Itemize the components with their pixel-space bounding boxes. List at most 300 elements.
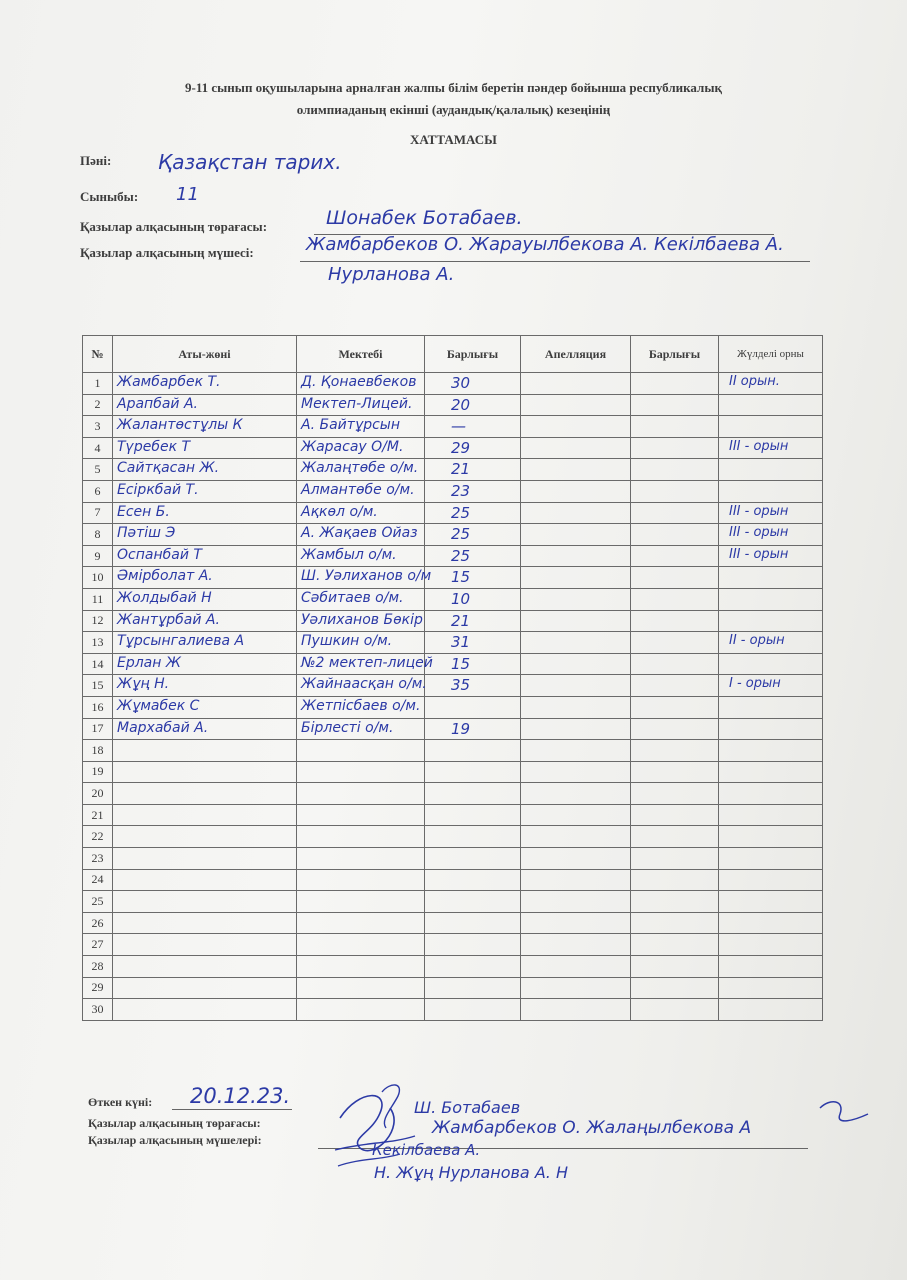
total-after-appeal-cell (631, 848, 719, 870)
total-score-cell (425, 524, 521, 546)
student-name-cell-text: Тұрсынгалиева А (117, 633, 245, 650)
appeal-cell (521, 394, 631, 416)
student-name-cell (113, 480, 297, 502)
total-score-cell (425, 826, 521, 848)
appeal-cell (521, 848, 631, 870)
prize-place-cell (719, 653, 823, 675)
total-score-cell (425, 675, 521, 697)
footer-chair-signature: Ш. Ботабаев (414, 1098, 521, 1117)
student-name-cell (113, 826, 297, 848)
student-name-cell (113, 848, 297, 870)
table-row (83, 502, 823, 524)
student-name-cell-text: Мархабай А. (117, 719, 209, 736)
total-score-cell (425, 783, 521, 805)
prize-place-cell-text: III - орын (729, 546, 789, 562)
total-score-cell (425, 761, 521, 783)
student-name-cell (113, 567, 297, 589)
school-cell (297, 480, 425, 502)
prize-place-cell (719, 524, 823, 546)
appeal-cell (521, 999, 631, 1021)
school-cell (297, 696, 425, 718)
school-cell-text: №2 мектеп-лицей (301, 654, 433, 671)
prize-place-cell (719, 977, 823, 999)
grade-label: Сыныбы: (80, 189, 139, 204)
appeal-cell (521, 783, 631, 805)
student-name-cell-text: Жамбарбек Т. (117, 374, 221, 390)
school-cell (297, 761, 425, 783)
student-name-cell (113, 524, 297, 546)
appeal-cell (521, 610, 631, 632)
row-number-cell: 7 (83, 502, 113, 524)
appeal-cell (521, 718, 631, 740)
appeal-cell (521, 804, 631, 826)
school-cell (297, 394, 425, 416)
total-after-appeal-cell (631, 912, 719, 934)
total-score-cell (425, 480, 521, 502)
appeal-cell (521, 524, 631, 546)
prize-place-cell (719, 373, 823, 395)
row-number-cell: 17 (83, 718, 113, 740)
date-label: Өткен күні: (88, 1095, 153, 1109)
total-score-cell-text: 30 (451, 374, 471, 392)
table-row (83, 783, 823, 805)
student-name-cell (113, 545, 297, 567)
school-cell (297, 869, 425, 891)
total-after-appeal-cell (631, 740, 719, 762)
col-header-appeal: Апелляция (521, 336, 631, 373)
school-cell-text: Уәлиханов Бөкір (301, 611, 423, 628)
row-number-cell: 14 (83, 653, 113, 675)
school-cell (297, 783, 425, 805)
prize-place-cell-text: I - орын (729, 676, 781, 692)
total-after-appeal-cell (631, 934, 719, 956)
member-underline (300, 261, 810, 262)
prize-place-cell-text: III - орын (729, 525, 789, 541)
table-row (83, 653, 823, 675)
prize-place-cell (719, 437, 823, 459)
prize-place-cell (719, 869, 823, 891)
total-score-cell (425, 696, 521, 718)
school-cell (297, 956, 425, 978)
school-cell-text: Пушкин о/м. (301, 633, 393, 650)
prize-place-cell-text: II орын. (729, 374, 780, 389)
total-score-cell (425, 653, 521, 675)
appeal-cell (521, 956, 631, 978)
student-name-cell (113, 912, 297, 934)
row-number-cell: 18 (83, 740, 113, 762)
table-row (83, 977, 823, 999)
total-after-appeal-cell (631, 804, 719, 826)
table-row (83, 804, 823, 826)
footer-members-signature-2: Кекілбаева А. (372, 1141, 481, 1159)
col-header-school: Мектебі (297, 336, 425, 373)
table-header-row (83, 336, 823, 373)
prize-place-cell (719, 416, 823, 438)
appeal-cell (521, 891, 631, 913)
total-after-appeal-cell (631, 545, 719, 567)
student-name-cell (113, 783, 297, 805)
table-row (83, 696, 823, 718)
col-header-name: Аты-жөні (113, 336, 297, 373)
total-after-appeal-cell (631, 783, 719, 805)
student-name-cell (113, 934, 297, 956)
table-row (83, 394, 823, 416)
prize-place-cell (719, 761, 823, 783)
table-row (83, 848, 823, 870)
student-name-cell (113, 416, 297, 438)
school-cell (297, 826, 425, 848)
total-score-cell (425, 891, 521, 913)
school-cell (297, 912, 425, 934)
row-number-cell: 29 (83, 977, 113, 999)
appeal-cell (521, 675, 631, 697)
total-score-cell-text: 31 (451, 633, 471, 652)
subject-value: Қазақстан тарих. (158, 150, 342, 174)
header-line-1: 9-11 сынып оқушыларына арналған жалпы білім беретін пәндер бойынша республикалық (185, 80, 722, 95)
student-name-cell (113, 632, 297, 654)
prize-place-cell-text: II - орын (729, 633, 785, 649)
total-after-appeal-cell (631, 524, 719, 546)
student-name-cell-text: Есен Б. (117, 503, 170, 520)
col-header-prize-place: Жүлделі орны (719, 336, 823, 373)
prize-place-cell (719, 588, 823, 610)
student-name-cell (113, 675, 297, 697)
school-cell (297, 416, 425, 438)
school-cell (297, 653, 433, 675)
signature-scribbles (320, 1078, 880, 1198)
school-cell (297, 524, 425, 546)
appeal-cell (521, 869, 631, 891)
school-cell (297, 610, 425, 632)
student-name-cell-text: Жантұрбай А. (117, 611, 220, 628)
student-name-cell (113, 891, 297, 913)
school-cell (297, 848, 425, 870)
total-score-cell-text: — (451, 417, 466, 436)
appeal-cell (521, 977, 631, 999)
school-cell (297, 891, 425, 913)
appeal-cell (521, 437, 631, 459)
date-value: 20.12.23. (190, 1084, 291, 1108)
school-cell (297, 718, 425, 740)
total-score-cell (425, 416, 521, 438)
total-score-cell (425, 567, 521, 589)
total-after-appeal-cell (631, 826, 719, 848)
table-row (83, 480, 823, 502)
chair-value: Шонабек Ботабаев. (326, 207, 523, 229)
school-cell-text: Жалаңтөбе о/м. (301, 460, 419, 477)
total-after-appeal-cell (631, 977, 719, 999)
total-score-cell (425, 977, 521, 999)
student-name-cell (113, 653, 297, 675)
row-number-cell: 13 (83, 632, 113, 654)
school-cell (297, 740, 425, 762)
student-name-cell-text: Есіркбай Т. (117, 481, 199, 498)
total-after-appeal-cell (631, 394, 719, 416)
prize-place-cell (719, 891, 823, 913)
total-score-cell (425, 373, 521, 395)
table-row (83, 826, 823, 848)
student-name-cell-text: Сайтқасан Ж. (117, 460, 220, 477)
row-number-cell: 10 (83, 567, 113, 589)
table-row (83, 610, 823, 632)
total-score-cell-text: 21 (451, 611, 471, 630)
prize-place-cell (719, 502, 823, 524)
member-value-line1: Жамбарбеков О. Жарауылбекова А. Кекілбаева А. (306, 234, 784, 255)
appeal-cell (521, 826, 631, 848)
total-score-cell (425, 999, 521, 1021)
student-name-cell (113, 373, 297, 395)
school-cell (297, 977, 425, 999)
total-after-appeal-cell (631, 891, 719, 913)
school-cell (297, 804, 425, 826)
school-cell-text: Мектеп-Лицей. (301, 395, 413, 412)
total-after-appeal-cell (631, 416, 719, 438)
total-score-cell-text: 25 (451, 525, 471, 544)
student-name-cell (113, 869, 297, 891)
student-name-cell-text: Жолдыбай Н (117, 589, 212, 606)
prize-place-cell (719, 956, 823, 978)
school-cell (297, 545, 425, 567)
subject-label: Пәні: (80, 153, 112, 168)
total-score-cell (425, 934, 521, 956)
prize-place-cell (719, 480, 823, 502)
student-name-cell (113, 588, 297, 610)
student-name-cell-text: Жалантөстұлы К (117, 417, 243, 434)
table-row (83, 632, 823, 654)
prize-place-cell (719, 459, 823, 481)
table-row (83, 999, 823, 1021)
total-score-cell-text: 19 (451, 719, 471, 738)
row-number-cell: 15 (83, 675, 113, 697)
row-number-cell: 19 (83, 761, 113, 783)
total-after-appeal-cell (631, 567, 719, 589)
footer-members-signature-3: Н. Жұң Нурланова А. Н (374, 1163, 568, 1182)
appeal-cell (521, 912, 631, 934)
table-row (83, 524, 823, 546)
prize-place-cell (719, 610, 823, 632)
header-line-2: олимпиаданың екінші (аудандық/қалалық) кезеңінің (296, 102, 611, 117)
total-score-cell-text: 20 (451, 395, 471, 414)
student-name-cell (113, 459, 297, 481)
appeal-cell (521, 632, 631, 654)
school-cell-text: Жайнаасқан о/м. (301, 676, 427, 693)
total-score-cell (425, 869, 521, 891)
school-cell (297, 437, 425, 459)
grade-value: 11 (176, 184, 199, 205)
total-after-appeal-cell (631, 459, 719, 481)
row-number-cell: 12 (83, 610, 113, 632)
prize-place-cell (719, 912, 823, 934)
table-row (83, 761, 823, 783)
prize-place-cell (719, 848, 823, 870)
table-row (83, 437, 823, 459)
student-name-cell (113, 740, 297, 762)
total-score-cell (425, 956, 521, 978)
total-after-appeal-cell (631, 480, 719, 502)
footer-members-label: Қазылар алқасының мүшелері: (88, 1133, 262, 1147)
appeal-cell (521, 502, 631, 524)
appeal-cell (521, 416, 631, 438)
total-after-appeal-cell (631, 437, 719, 459)
prize-place-cell (719, 718, 823, 740)
prize-place-cell (719, 567, 823, 589)
school-cell (297, 675, 425, 697)
school-cell (297, 459, 425, 481)
total-score-cell (425, 437, 521, 459)
total-score-cell (425, 394, 521, 416)
row-number-cell: 26 (83, 912, 113, 934)
school-cell (297, 632, 425, 654)
prize-place-cell (719, 999, 823, 1021)
prize-place-cell (719, 804, 823, 826)
prize-place-cell-text: III - орын (729, 503, 789, 519)
prize-place-cell (719, 394, 823, 416)
appeal-cell (521, 761, 631, 783)
total-score-cell (425, 848, 521, 870)
total-score-cell-text: 15 (451, 654, 471, 673)
student-name-cell (113, 977, 297, 999)
appeal-cell (521, 588, 631, 610)
row-number-cell: 11 (83, 588, 113, 610)
student-name-cell-text: Әмірболат А. (117, 568, 213, 585)
total-score-cell-text: 35 (451, 676, 471, 695)
school-cell (297, 567, 432, 589)
table-row (83, 545, 823, 567)
total-score-cell-text: 21 (451, 460, 471, 479)
prize-place-cell-text: III - орын (729, 438, 789, 454)
table-row (83, 675, 823, 697)
prize-place-cell (719, 675, 823, 697)
total-after-appeal-cell (631, 999, 719, 1021)
table-row (83, 459, 823, 481)
school-cell-text: Д. Қонаевбеков (301, 374, 417, 390)
prize-place-cell (719, 826, 823, 848)
school-cell (297, 502, 425, 524)
total-score-cell (425, 804, 521, 826)
row-number-cell: 16 (83, 696, 113, 718)
total-after-appeal-cell (631, 632, 719, 654)
student-name-cell-text: Оспанбай Т (117, 546, 202, 563)
student-name-cell-text: Пәтіш Э (117, 525, 176, 542)
col-header-total: Барлығы (425, 336, 521, 373)
row-number-cell: 3 (83, 416, 113, 438)
school-cell (297, 588, 425, 610)
appeal-cell (521, 934, 631, 956)
school-cell-text: А. Байтұрсын (301, 417, 400, 434)
school-cell-text: Жарасау О/М. (301, 438, 404, 455)
school-cell-text: Жамбыл о/м. (301, 546, 397, 563)
student-name-cell (113, 956, 297, 978)
results-table (82, 335, 823, 1021)
row-number-cell: 8 (83, 524, 113, 546)
table-row (83, 934, 823, 956)
student-name-cell-text: Жұң Н. (117, 676, 170, 693)
school-cell-text: Ақкөл о/м. (301, 503, 378, 520)
prize-place-cell (719, 783, 823, 805)
total-score-cell (425, 740, 521, 762)
school-cell (297, 999, 425, 1021)
footer-members-signature-1: Жамбарбеков О. Жалаңылбекова А (432, 1118, 752, 1138)
total-after-appeal-cell (631, 675, 719, 697)
prize-place-cell (719, 545, 823, 567)
total-score-cell (425, 632, 521, 654)
table-row (83, 567, 823, 589)
table-row (83, 373, 823, 395)
total-after-appeal-cell (631, 956, 719, 978)
row-number-cell: 9 (83, 545, 113, 567)
table-row (83, 416, 823, 438)
row-number-cell: 30 (83, 999, 113, 1021)
row-number-cell: 1 (83, 373, 113, 395)
row-number-cell: 6 (83, 480, 113, 502)
table-row (83, 740, 823, 762)
col-header-total-after-appeal: Барлығы (631, 336, 719, 373)
row-number-cell: 23 (83, 848, 113, 870)
total-after-appeal-cell (631, 761, 719, 783)
student-name-cell (113, 437, 297, 459)
school-cell (297, 934, 425, 956)
total-score-cell-text: 29 (451, 438, 471, 457)
appeal-cell (521, 567, 631, 589)
student-name-cell (113, 502, 297, 524)
row-number-cell: 22 (83, 826, 113, 848)
student-name-cell (113, 761, 297, 783)
school-cell-text: Алмантөбе о/м. (301, 481, 415, 498)
table-row (83, 869, 823, 891)
appeal-cell (521, 740, 631, 762)
student-name-cell-text: Ерлан Ж (117, 654, 181, 671)
total-after-appeal-cell (631, 696, 719, 718)
table-row (83, 588, 823, 610)
school-cell-text: Бірлесті о/м. (301, 719, 394, 736)
total-after-appeal-cell (631, 588, 719, 610)
row-number-cell: 2 (83, 394, 113, 416)
school-cell (297, 373, 425, 395)
date-underline (172, 1109, 292, 1110)
student-name-cell (113, 696, 297, 718)
document-title: ХАТТАМАСЫ (410, 132, 497, 147)
student-name-cell (113, 610, 297, 632)
total-score-cell (425, 459, 521, 481)
total-after-appeal-cell (631, 869, 719, 891)
col-header-number: № (83, 336, 113, 373)
appeal-cell (521, 696, 631, 718)
table-row (83, 891, 823, 913)
row-number-cell: 25 (83, 891, 113, 913)
total-score-cell (425, 502, 521, 524)
total-after-appeal-cell (631, 502, 719, 524)
prize-place-cell (719, 740, 823, 762)
total-after-appeal-cell (631, 653, 719, 675)
school-cell-text: А. Жақаев Ойаз (301, 525, 418, 542)
student-name-cell (113, 999, 297, 1021)
school-cell-text: Сәбитаев о/м. (301, 589, 404, 606)
total-score-cell-text: 25 (451, 546, 471, 565)
total-score-cell-text: 10 (451, 589, 471, 608)
student-name-cell-text: Түребек Т (117, 438, 191, 455)
member-value-line2: Нурланова А. (328, 264, 455, 285)
table-row (83, 912, 823, 934)
prize-place-cell (719, 632, 823, 654)
table-body (83, 373, 823, 1021)
total-score-cell-text: 23 (451, 481, 471, 500)
student-name-cell (113, 718, 297, 740)
row-number-cell: 27 (83, 934, 113, 956)
student-name-cell-text: Жұмабек С (117, 697, 200, 714)
total-score-cell (425, 610, 521, 632)
row-number-cell: 20 (83, 783, 113, 805)
appeal-cell (521, 459, 631, 481)
